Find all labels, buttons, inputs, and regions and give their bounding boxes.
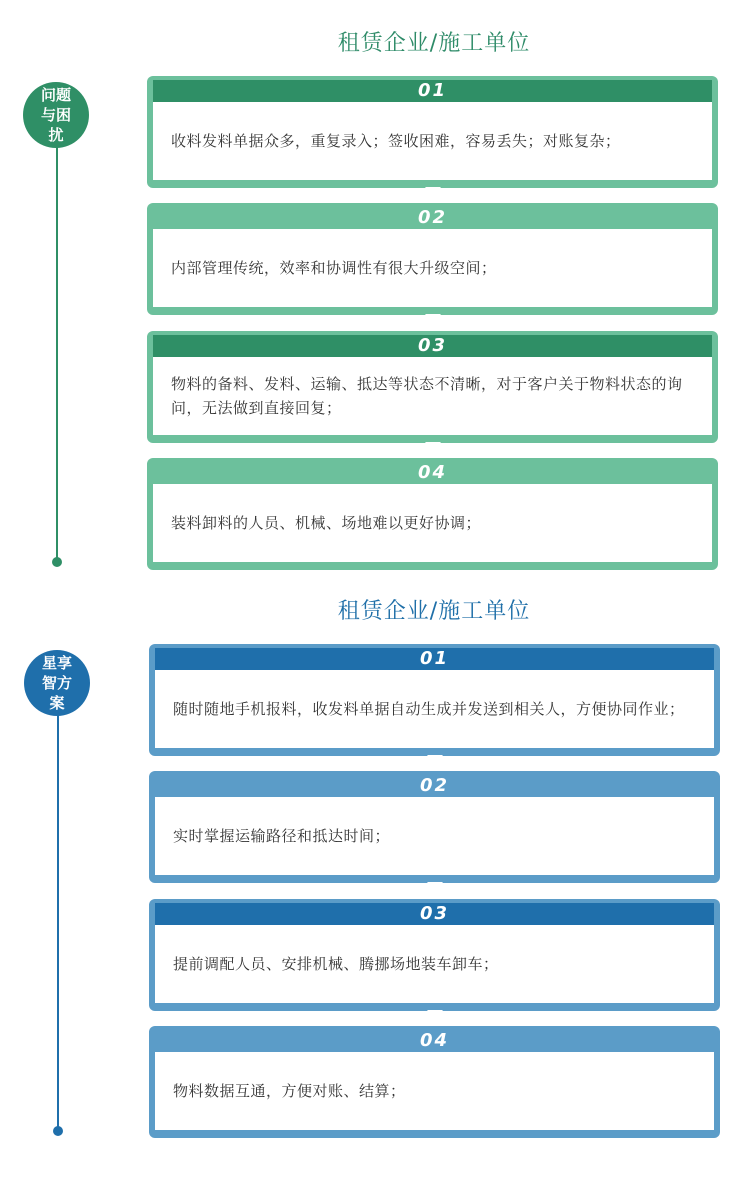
problem-card-1 xyxy=(147,76,718,188)
problem-card-3-number: 03 xyxy=(153,335,712,357)
problem-card-3 xyxy=(147,331,718,443)
solution-card-4-text: 物料数据互通，方便对账、结算； xyxy=(173,1082,406,1100)
solution-card-4-number: 04 xyxy=(155,1030,714,1052)
problem-card-3-text: 物料的备料、发料、运输、抵达等状态不清晰，对于客户关于物料状态的询问，无法做到直接回复； xyxy=(171,375,683,417)
arrow-down-icon xyxy=(427,755,443,764)
problem-card-4 xyxy=(147,458,718,570)
timeline-line-solutions xyxy=(57,685,59,1130)
solution-card-1-number: 01 xyxy=(155,648,714,670)
section-title-problems: 租赁企业/施工单位 xyxy=(337,31,531,56)
arrow-down-icon xyxy=(427,1010,443,1019)
solution-card-4 xyxy=(149,1026,720,1138)
problem-card-4-text: 装料卸料的人员、机械、场地难以更好协调； xyxy=(171,514,482,532)
badge-problems-label: 问题与困扰 xyxy=(40,86,71,144)
solution-card-2-text: 实时掌握运输路径和抵达时间； xyxy=(173,827,391,845)
timeline-end-dot-solutions xyxy=(53,1126,63,1136)
badge-problems xyxy=(23,82,89,148)
solution-card-1 xyxy=(149,644,720,756)
problem-card-1-text: 收料发料单据众多，重复录入；签收困难，容易丢失；对账复杂； xyxy=(171,132,621,150)
arrow-down-icon xyxy=(425,442,441,451)
solution-card-3-number: 03 xyxy=(155,903,714,925)
problem-card-2 xyxy=(147,203,718,315)
badge-solutions-label: 星享智方案 xyxy=(41,654,72,712)
problem-card-1-number: 01 xyxy=(153,80,712,102)
section-title-solutions: 租赁企业/施工单位 xyxy=(337,599,531,624)
solution-card-2 xyxy=(149,771,720,883)
arrow-down-icon xyxy=(427,882,443,891)
arrow-down-icon xyxy=(425,314,441,323)
solution-card-2-number: 02 xyxy=(155,775,714,797)
arrow-down-icon xyxy=(425,187,441,196)
badge-solutions xyxy=(24,650,90,716)
timeline-end-dot-problems xyxy=(52,557,62,567)
solution-card-3-text: 提前调配人员、安排机械、腾挪场地装车卸车； xyxy=(173,955,499,973)
problem-card-2-text: 内部管理传统，效率和协调性有很大升级空间； xyxy=(171,259,497,277)
solution-card-3 xyxy=(149,899,720,1011)
timeline-line-problems xyxy=(56,115,58,562)
solution-card-1-text: 随时随地手机报料，收发料单据自动生成并发送到相关人，方便协同作业； xyxy=(173,700,685,718)
problem-card-2-number: 02 xyxy=(153,207,712,229)
problem-card-4-number: 04 xyxy=(153,462,712,484)
